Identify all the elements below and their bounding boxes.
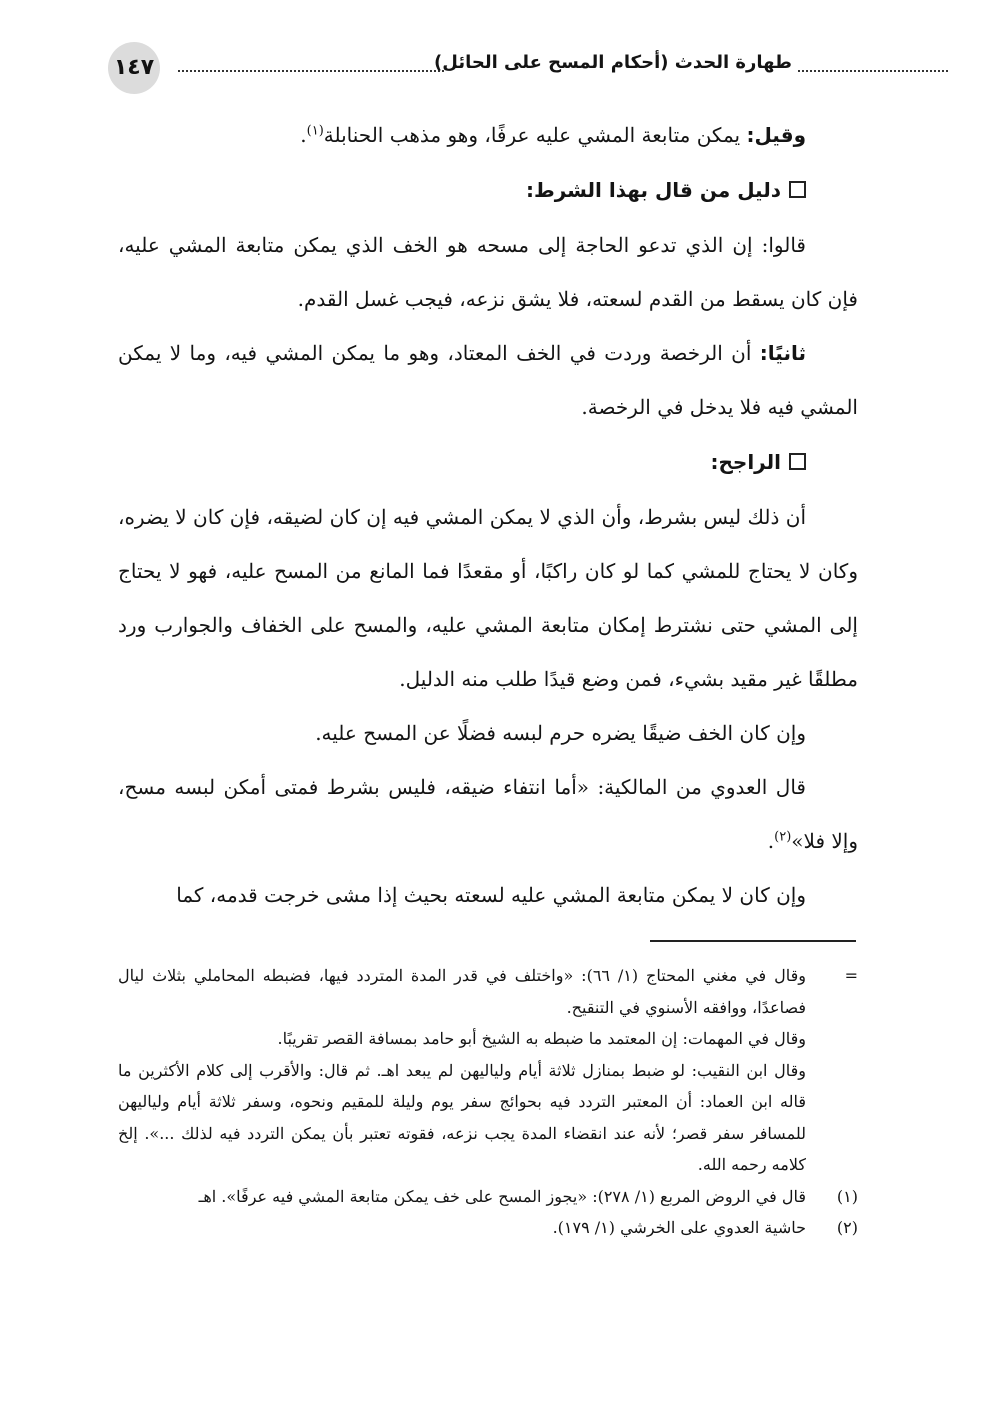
footnote-text: قال في الروض المربع (١/ ٢٧٨): «يجوز المسح على خف يمكن متابعة المشي فيه عرفًا». اهـ [198,1186,806,1206]
footnote-number: (٢) [836,1218,858,1237]
header-dotted-leader-right [798,70,948,72]
paragraph-text: قال العدوي من المالكية: «أما انتفاء ضيقه، فليس بشرط فمتى أمكن لبسه مسح، وإلا فلا» [118,775,858,853]
paragraph-2: قالوا: إن الذي تدعو الحاجة إلى مسحه هو الخف الذي يمكن متابعة المشي عليه، فإن كان يسقط من القدم لسعته، فلا يشق نزعه، فيجب غسل القدم. [118,233,858,311]
paragraph-1 [118,108,858,162]
heading-text: الراجح: [710,450,781,474]
checkbox-square-icon [789,181,806,198]
footnote-1 [118,1181,858,1213]
paragraph-label: ثانيًا: [759,341,806,365]
paragraph-text: أن الرخصة وردت في الخف المعتاد، وهو ما يمكن المشي فيه، وما لا يمكن المشي فيه فلا يدخل في الرخصة. [118,341,858,419]
checkbox-square-icon [789,453,806,470]
paragraph-label: وقيل: [746,123,806,147]
continuation-marker: = [844,966,858,985]
page-number: ١٤٧ [108,42,160,94]
paragraph-7: وإن كان لا يمكن متابعة المشي عليه لسعته بحيث إذا مشى خرجت قدمه، كما [176,883,806,907]
running-title: طهارة الحدث (أحكام المسح على الحائل) [434,52,792,73]
paragraph-6 [118,760,858,868]
paragraph-end: . [767,829,775,853]
footnote-2 [118,1212,858,1244]
footnote-ref-1[interactable]: (١) [306,123,324,139]
footnote-continuation [118,960,858,1023]
section-heading-preferred [118,434,858,490]
footnote-ref-2[interactable]: (٢) [774,829,792,845]
footnotes [118,960,858,1244]
paragraph-end: . [300,123,307,147]
footnote-number: (١) [836,1186,858,1206]
paragraph-4: أن ذلك ليس بشرط، وأن الذي لا يمكن المشي فيه إن كان لضيقه، فإن كان لا يضره، وكان لا يحتاج للمشي كما لو كان راكبًا، أو مقعدًا فما المانع من المسح عليه، فهو لا يحتاج إلى المشي حتى نشترط إمكان متابعة المشي عليه، والمسح على الخفاف والجوارب ورد مطلقًا غير مقيد بشيء، فمن وضع قيدًا طلب منه الدليل. [118,505,858,691]
paragraph-text: يمكن متابعة المشي عليه عرفًا، وهو مذهب الحنابلة [323,123,747,147]
paragraph-5: وإن كان الخف ضيقًا يضره حرم لبسه فضلًا عن المسح عليه. [315,721,806,745]
footnote-text: حاشية العدوي على الخرشي (١/ ١٧٩). [552,1218,806,1237]
footnote-separator [650,940,856,942]
section-heading-evidence [118,162,858,218]
paragraph-3 [118,326,858,434]
page-header [108,42,848,98]
heading-text: دليل من قال بهذا الشرط: [525,178,781,202]
main-text [118,108,858,922]
footnote-continuation: وقال ابن النقيب: لو ضبط بمنازل ثلاثة أيام ولياليهن لم يبعد اهـ. ثم قال: والأقرب إلى كلام الأكثرين ما قاله ابن العماد: أن المعتبر التردد فيه بحوائج سفر يوم وليلة للمقيم ونحوه، وسفر ثلاثة أيام ولياليهن للمسافر سفر قصر؛ لأنه عند انقضاء المدة يجب نزعه، فقوته تعتبر بأن يمكن التردد فيه لذلك ...». إلخ كلامه رحمه الله. [118,1060,806,1174]
header-dotted-leader-left [178,70,444,72]
footnote-text: وقال في مغني المحتاج (١/ ٦٦): «واختلف في قدر المدة المتردد فيها، فضبطه المحاملي بثلاث ليال فصاعدًا، ووافقه الأسنوي في التنقيح. [118,966,806,1017]
footnote-continuation: وقال في المهمات: إن المعتمد ما ضبطه به الشيخ أبو حامد بمسافة القصر تقريبًا. [277,1029,806,1048]
